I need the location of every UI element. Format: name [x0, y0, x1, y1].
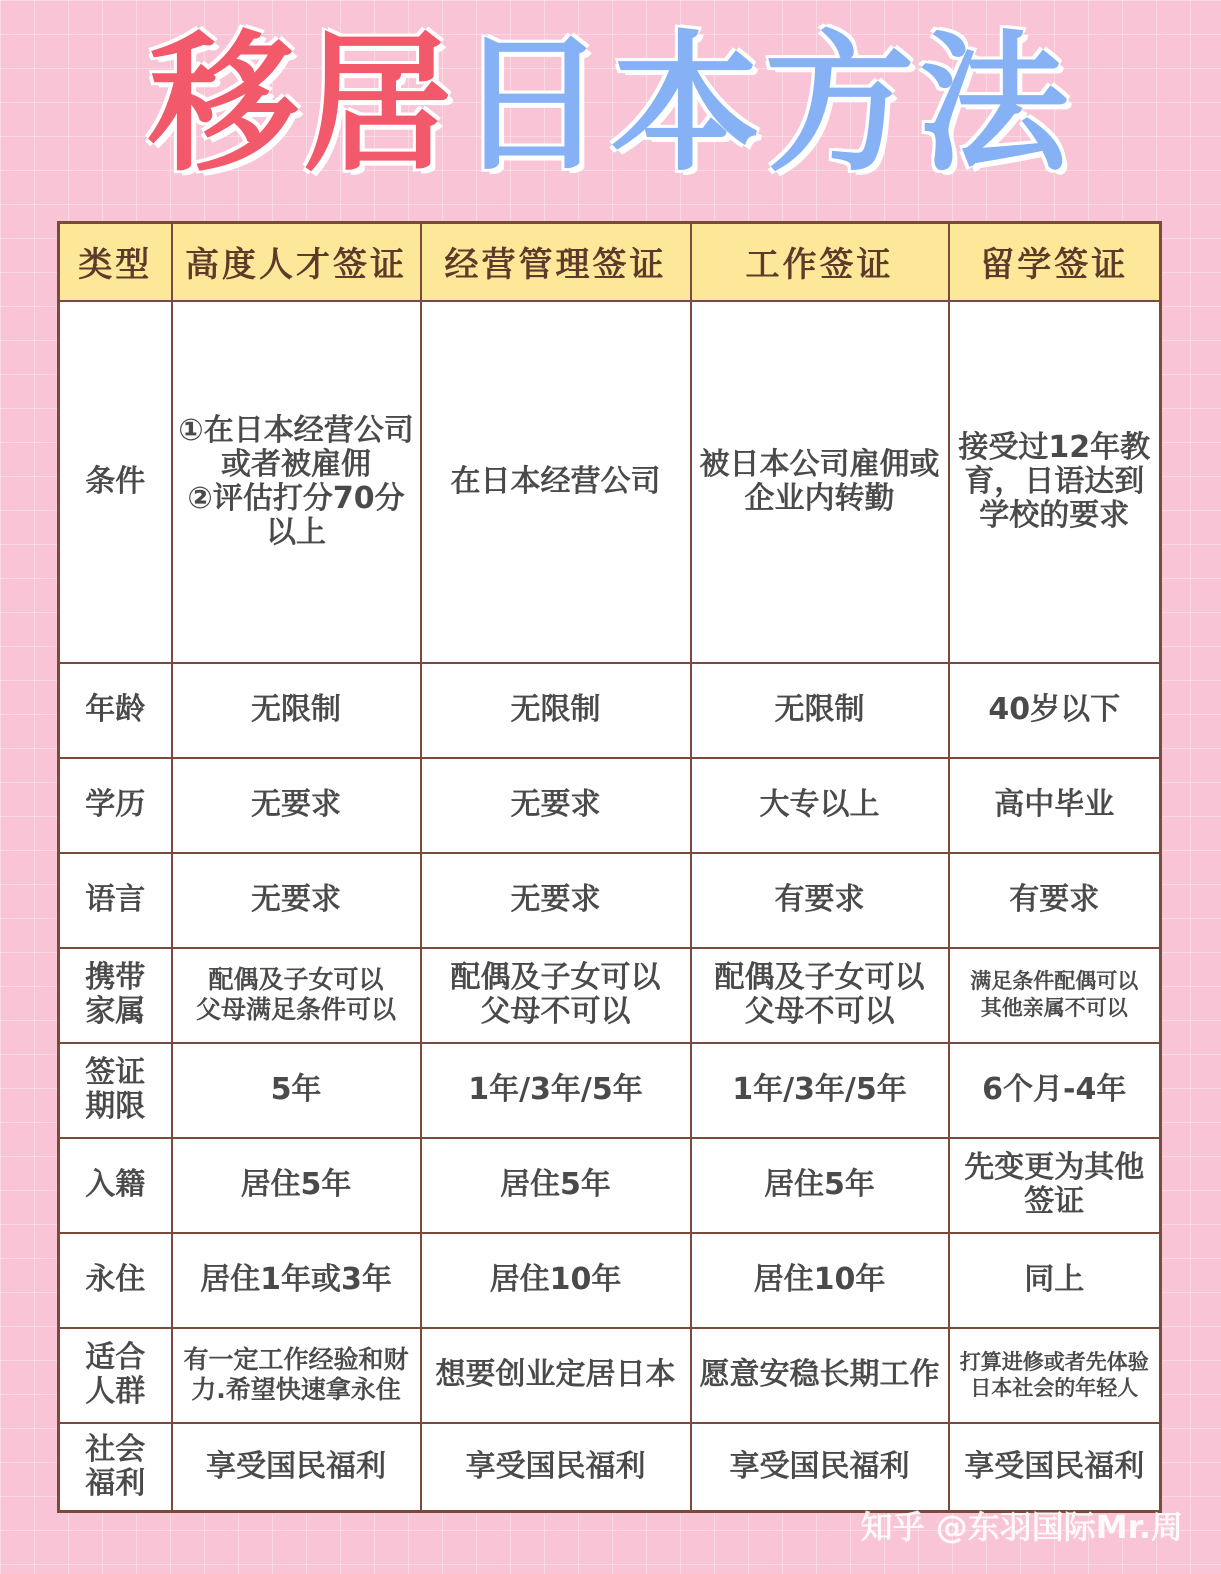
row-label-conditions: 条件 — [59, 301, 172, 663]
table-cell: 配偶及子女可以 父母不可以 — [421, 948, 691, 1043]
row-label-naturalization: 入籍 — [59, 1138, 172, 1233]
table-cell: 打算进修或者先体验日本社会的年轻人 — [949, 1328, 1161, 1423]
header-type: 类型 — [59, 223, 172, 301]
row-label-language: 语言 — [59, 853, 172, 948]
table-cell: 无限制 — [421, 663, 691, 758]
title-part-1: 移居 — [148, 18, 457, 192]
table-cell: 享受国民福利 — [949, 1423, 1161, 1512]
table-cell: 高中毕业 — [949, 758, 1161, 853]
table-cell: 无要求 — [421, 853, 691, 948]
header-business-manager: 经营管理签证 — [421, 223, 691, 301]
header-work-visa: 工作签证 — [691, 223, 949, 301]
table-cell: 有一定工作经验和财力.希望快速拿永住 — [172, 1328, 421, 1423]
table-cell: 居住5年 — [421, 1138, 691, 1233]
table-cell: 无要求 — [172, 758, 421, 853]
row-label-social-welfare: 社会 福利 — [59, 1423, 172, 1512]
table-cell: 无限制 — [172, 663, 421, 758]
table-header-row — [59, 223, 1161, 301]
row-label-family: 携带 家属 — [59, 948, 172, 1043]
row-label-education: 学历 — [59, 758, 172, 853]
table-cell: 满足条件配偶可以 其他亲属不可以 — [949, 948, 1161, 1043]
table-cell: 居住10年 — [691, 1233, 949, 1328]
table-cell: 1年/3年/5年 — [691, 1043, 949, 1138]
row-label-visa-term: 签证 期限 — [59, 1043, 172, 1138]
table-cell: 享受国民福利 — [691, 1423, 949, 1512]
table-row — [59, 1423, 1161, 1512]
header-highly-skilled: 高度人才签证 — [172, 223, 421, 301]
table-cell: 有要求 — [691, 853, 949, 948]
table-row — [59, 301, 1161, 663]
table-cell: 1年/3年/5年 — [421, 1043, 691, 1138]
table-cell: ①在日本经营公司或者被雇佣 ②评估打分70分以上 — [172, 301, 421, 663]
table-cell: 大专以上 — [691, 758, 949, 853]
table-row — [59, 948, 1161, 1043]
row-label-permanent-residence: 永住 — [59, 1233, 172, 1328]
table-cell: 有要求 — [949, 853, 1161, 948]
table-row — [59, 1328, 1161, 1423]
table-cell: 被日本公司雇佣或企业内转勤 — [691, 301, 949, 663]
table-cell: 无要求 — [421, 758, 691, 853]
header-student-visa: 留学签证 — [949, 223, 1161, 301]
table-cell: 居住1年或3年 — [172, 1233, 421, 1328]
table-row — [59, 853, 1161, 948]
table-cell: 先变更为其他签证 — [949, 1138, 1161, 1233]
table-cell: 接受过12年教育，日语达到学校的要求 — [949, 301, 1161, 663]
table-cell: 无限制 — [691, 663, 949, 758]
table-cell: 愿意安稳长期工作 — [691, 1328, 949, 1423]
table-cell: 在日本经营公司 — [421, 301, 691, 663]
table-cell: 配偶及子女可以 父母满足条件可以 — [172, 948, 421, 1043]
table-cell: 居住5年 — [691, 1138, 949, 1233]
row-label-age: 年龄 — [59, 663, 172, 758]
table-cell: 想要创业定居日本 — [421, 1328, 691, 1423]
table-cell: 同上 — [949, 1233, 1161, 1328]
table-cell: 5年 — [172, 1043, 421, 1138]
table-cell: 居住5年 — [172, 1138, 421, 1233]
table-cell: 享受国民福利 — [172, 1423, 421, 1512]
visa-comparison-table — [57, 221, 1162, 1513]
table-cell: 享受国民福利 — [421, 1423, 691, 1512]
table-cell: 居住10年 — [421, 1233, 691, 1328]
table-cell: 无要求 — [172, 853, 421, 948]
table-cell: 6个月-4年 — [949, 1043, 1161, 1138]
table-row — [59, 1233, 1161, 1328]
table-row — [59, 1138, 1161, 1233]
table-cell: 配偶及子女可以 父母不可以 — [691, 948, 949, 1043]
watermark: 知乎 @东羽国际Mr.周 — [860, 1508, 1183, 1546]
page-title — [0, 10, 1221, 200]
title-part-2: 日本方法 — [456, 18, 1073, 192]
table-row — [59, 663, 1161, 758]
row-label-suitable-for: 适合 人群 — [59, 1328, 172, 1423]
table-row — [59, 758, 1161, 853]
table-row — [59, 1043, 1161, 1138]
table-cell: 40岁以下 — [949, 663, 1161, 758]
